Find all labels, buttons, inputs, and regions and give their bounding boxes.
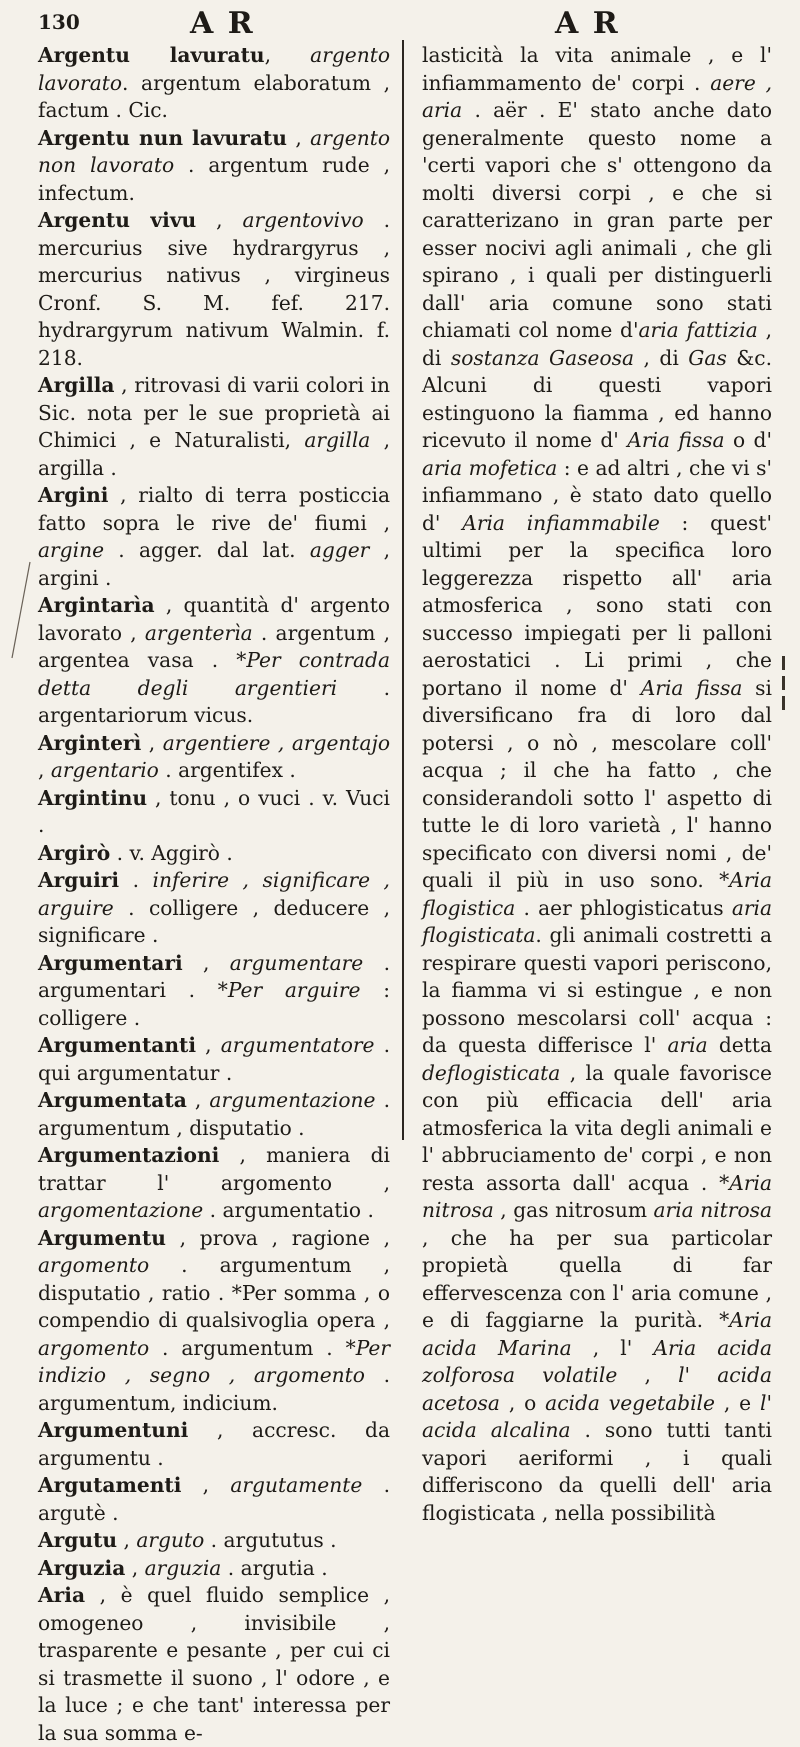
dictionary-entry — [38, 785, 390, 840]
headword: Arguiri — [38, 868, 120, 892]
italic-term: argentario — [50, 758, 159, 782]
headword: Arginterì — [38, 730, 142, 755]
dictionary-entry — [38, 1225, 390, 1418]
italic-term: argumentare — [229, 950, 364, 975]
italic-term: aria flogisticata — [422, 895, 772, 947]
entry-text: si diversificano fra di loro dal potersi , o nò , mescolare coll' acqua ; il che ha fatto , che considerandoli sotto l' aspetto di tutte le di loro varietà , l' hanno specificato con diversi nomi , de' quali il più in uso sono. — [422, 675, 772, 892]
italic-term: aria — [667, 1033, 708, 1057]
dictionary-entry — [38, 592, 390, 730]
dictionary-entry — [38, 1555, 390, 1583]
headword: Argumentazioni — [38, 1143, 220, 1167]
entry-text: , — [182, 950, 230, 975]
entry-text: . argumentum . — [149, 1335, 346, 1360]
italic-term: l' acida alcalina — [422, 1390, 772, 1442]
italic-term: sostanza Gaseosa — [450, 345, 635, 370]
entry-text: . v. Aggirò . — [110, 840, 233, 865]
entry-text: . qui argumentatur . — [38, 1033, 390, 1085]
italic-term: acida vegetabile — [545, 1390, 715, 1415]
entry-text: : colligere . — [38, 978, 390, 1030]
headword: Argentu lavuratu — [38, 43, 265, 67]
entry-text: . argentariorum vicus. — [38, 675, 390, 727]
headword: Argintarìa — [38, 593, 155, 617]
entry-text: . aër . E' stato anche dato generalmente questo nome a 'certi vapori che s' ottengono da molti diversi corpi , e che si caratterizano in gran parte per esser nocivi agli animali , che gli spirano , i quali per distinguerli dall' aria comune sono stati chiamati col nome d' — [422, 98, 772, 342]
entry-text: . sono tutti tanti vapori aeriformi , i quali differiscono da quelli dell' aria flogisticata , nella possibilità — [422, 1418, 772, 1525]
italic-term: argumentazione — [209, 1088, 376, 1112]
headword: Aria — [38, 1583, 86, 1607]
entry-text: . argututus . — [204, 1528, 337, 1552]
dictionary-entry — [38, 1582, 390, 1747]
headword: Arguzia — [38, 1555, 126, 1580]
italic-term: arguzia — [144, 1555, 222, 1580]
left-column — [38, 42, 390, 1747]
headword: Argini — [38, 483, 109, 507]
entry-text: . argumentari . — [38, 950, 390, 1002]
entry-text: . argumentum, indicium. — [38, 1363, 390, 1415]
page-header — [0, 6, 800, 46]
dictionary-entry — [38, 482, 390, 592]
entry-text: , — [181, 1473, 231, 1497]
headword: Argutu — [38, 1528, 118, 1552]
italic-term: argomentazione — [38, 1198, 204, 1222]
margin-pencil-mark — [8, 560, 38, 660]
entry-text: , — [186, 1088, 210, 1112]
dictionary-entry — [38, 840, 390, 868]
entry-text: , ritrovasi di varii colori in Sic. nota per le sue proprietà ai Chimici , e Naturalisti, — [38, 373, 390, 452]
entry-text: , accresc. da argumentu . — [38, 1418, 390, 1470]
italic-term: argento lavorato — [38, 43, 390, 95]
entry-text: , che ha per sua particolar propietà quella di far effervescenza con l' aria comune , e di faggiarne la purità. — [422, 1225, 772, 1332]
italic-term: argomento — [38, 1335, 150, 1360]
entry-text: . argentifex . — [158, 758, 296, 782]
dictionary-entry — [38, 1032, 390, 1087]
italic-term: Aria acida zolforosa volatile — [422, 1335, 772, 1387]
entry-text: detta — [707, 1033, 772, 1057]
italic-term: aria fattizia — [638, 318, 758, 342]
headword: Argintinu — [38, 785, 148, 810]
italic-term: aere , aria — [422, 70, 772, 122]
italic-term: argumentatore — [220, 1033, 375, 1057]
entry-text: . agger. dal lat. — [104, 538, 310, 562]
headword: Argumentuni — [38, 1418, 189, 1442]
entry-text: . argutia . — [221, 1555, 328, 1580]
entry-text: . — [119, 868, 153, 892]
entry-text: , — [264, 43, 311, 67]
italic-term: Aria fissa — [640, 675, 743, 700]
entry-text: . argentum , argentea vasa . — [38, 620, 390, 672]
dictionary-entry — [38, 372, 390, 482]
entry-text: , — [196, 208, 243, 232]
entry-text: , — [38, 758, 51, 782]
running-head-left: A R — [190, 6, 255, 41]
headword: Argumentanti — [38, 1033, 197, 1057]
italic-term: *Aria acida Marina — [422, 1308, 772, 1360]
entry-text: , maniera di trattar l' argomento , — [38, 1143, 390, 1195]
entry-text: , gas nitrosum — [493, 1198, 654, 1222]
dictionary-entry — [38, 950, 390, 1033]
italic-term: l' acida acetosa — [422, 1363, 772, 1415]
dictionary-entry — [38, 42, 390, 125]
entry-text: , la quale favorisce con più efficacia dell' aria atmosferica la vita degli animali e l' abbruciamento de' corpi , e non resta assorta dall' acqua . — [422, 1060, 772, 1195]
entry-text: , — [141, 730, 163, 755]
entry-text: , o — [499, 1390, 546, 1415]
entry-text: . gli animali costretti a respirare questi vapori periscono, la fiamma vi si estingue , e non possono mescolarsi coll' acqua : da questa differisce l' — [422, 923, 772, 1057]
entry-text: , — [117, 1528, 137, 1552]
italic-term: aria nitrosa — [653, 1198, 772, 1222]
italic-term: arguto — [136, 1528, 205, 1552]
entry-text: . argumentum , disputatio . — [38, 1088, 390, 1140]
dictionary-entry — [38, 1527, 390, 1555]
entry-continuation — [422, 42, 772, 1527]
entry-text: . argumentum , disputatio , ratio . *Per somma , o compendio di qualsivoglia opera , — [38, 1253, 390, 1332]
dictionary-entry — [38, 730, 390, 785]
entry-text: o d' — [724, 428, 772, 452]
entry-text: , — [617, 1363, 679, 1387]
entry-text: , l' — [571, 1335, 654, 1360]
headword: Argentu nun lavuratu — [38, 125, 287, 150]
entry-text: , argilla . — [38, 428, 390, 480]
entry-text: . aer phlogisticatus — [515, 895, 732, 920]
dictionary-entry — [38, 125, 390, 208]
italic-term: agger — [309, 538, 370, 562]
dictionary-entry — [38, 207, 390, 372]
entry-text: , — [286, 125, 311, 150]
italic-term: argutamente — [230, 1473, 363, 1497]
entry-text: : e ad altri , che vi s' infiammano , è stato dato quello d' — [422, 455, 772, 535]
entry-text: , argini . — [38, 538, 390, 590]
entry-text: , di — [422, 318, 772, 370]
entry-text: , — [125, 1555, 145, 1580]
italic-term: Aria infiammabile — [462, 510, 660, 535]
entry-text: . mercurius sive hydrargyrus , mercurius nativus , virgineus Cronf. S. M. fef. 217. hydrargyrum nativum Walmin. f. 218. — [38, 208, 390, 370]
dictionary-entry — [38, 867, 390, 950]
entry-text: &c. Alcuni di questi vapori estinguono la fiamma , ed hanno ricevuto il nome d' — [422, 345, 772, 452]
dictionary-entry — [38, 1472, 390, 1527]
italic-term: argine — [38, 538, 105, 562]
italic-term: argomento — [38, 1253, 150, 1277]
italic-term: inferire , significare , arguire — [38, 868, 390, 920]
italic-term: *Aria nitrosa — [422, 1170, 772, 1222]
column-divider — [402, 40, 404, 1140]
dictionary-entry — [38, 1142, 390, 1225]
italic-term: *Aria flogistica — [422, 868, 772, 920]
italic-term: argenterìa — [144, 620, 253, 645]
dictionary-entry — [38, 1087, 390, 1142]
headword: Argentu vivu — [38, 208, 197, 232]
italic-term: argento non lavorato — [38, 125, 390, 177]
gutter-marks — [782, 650, 788, 770]
italic-term: *Per contrada detta degli argentieri — [38, 648, 390, 700]
right-column — [422, 42, 772, 1527]
headword: Argumentari — [38, 950, 183, 975]
entry-text: , prova , ragione , — [165, 1225, 390, 1250]
entry-text: . colligere , deducere , significare . — [38, 895, 390, 947]
italic-term: deflogisticata — [422, 1060, 561, 1085]
italic-term: *Per indizio , segno , argomento — [38, 1335, 390, 1387]
italic-term: Aria fissa — [627, 428, 725, 452]
entry-text: , di — [634, 345, 689, 370]
page-number: 130 — [38, 10, 80, 34]
dictionary-entry — [38, 1417, 390, 1472]
italic-term: Gas — [688, 345, 727, 370]
italic-term: argentiere , argentajo — [162, 730, 390, 755]
entry-text: , e — [714, 1390, 760, 1415]
italic-term: argilla — [304, 428, 371, 452]
italic-term: aria mofetica — [422, 455, 558, 480]
entry-text: . argumentatio . — [203, 1198, 374, 1222]
entry-text: , tonu , o vuci . v. Vuci . — [38, 785, 390, 837]
headword: Argutamenti — [38, 1473, 182, 1497]
headword: Argumentu — [38, 1225, 166, 1250]
entry-text: lasticità la vita animale , e l' infiammamento de' corpi . — [422, 43, 772, 95]
entry-text: , — [196, 1033, 221, 1057]
entry-text: , è quel fluido semplice , omogeneo , invisibile , trasparente e pesante , per cui ci si trasmette il suono , l' odore , e la luce ; e che tant' interessa per la sua somma e- — [38, 1583, 390, 1745]
headword: Argilla — [38, 373, 115, 397]
entry-text: , quantità d' argento lavorato , — [38, 593, 390, 645]
entry-text: . argutè . — [38, 1473, 390, 1525]
entry-text: , rialto di terra posticcia fatto sopra le rive de' fiumi , — [38, 483, 390, 535]
entry-text: . argentum rude , infectum. — [38, 153, 390, 205]
running-head-right: A R — [555, 6, 620, 41]
italic-term: *Per arguire — [217, 978, 361, 1002]
headword: Argirò — [38, 840, 111, 865]
italic-term: argentovivo — [242, 208, 364, 232]
headword: Argumentata — [38, 1088, 187, 1112]
entry-text: . argentum elaboratum , factum . Cic. — [38, 70, 390, 122]
entry-text: : quest' ultimi per la specifica loro leggerezza rispetto all' aria atmosferica , sono stati con successo impiegati per li palloni aerostatici . Li primi , che portano il nome d' — [422, 510, 772, 700]
